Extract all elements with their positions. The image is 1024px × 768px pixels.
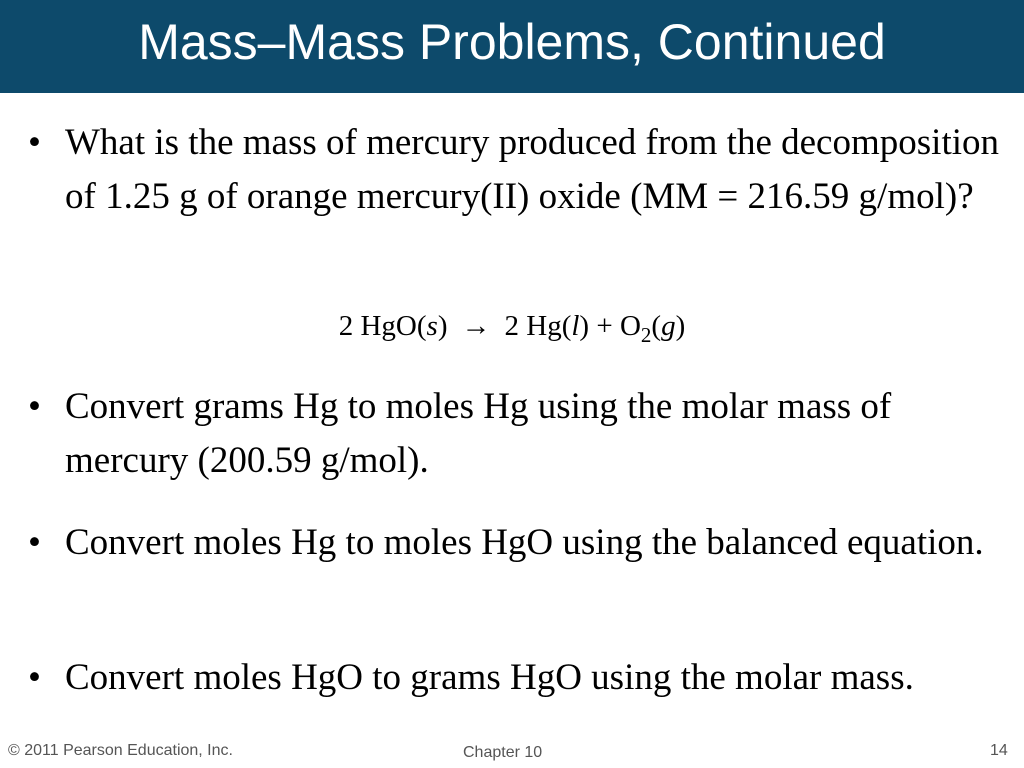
bullet-text: What is the mass of mercury produced from the decomposition of 1.25 g of orange mercury(II) oxide (MM = 216.59 g/mol)? [65,122,999,217]
equation-plus-oxygen: + O [589,310,641,342]
bullet-step-1 [28,380,1008,488]
slide-title: Mass–Mass Problems, Continued [138,14,886,70]
equation-subscript: 2 [640,323,652,347]
equation-state-solid: s [426,310,438,342]
equation-product-o2-close: ) [675,310,686,342]
bullet-question [28,116,1008,224]
bullet-text: Convert moles Hg to moles HgO using the balanced equation. [65,522,984,563]
bullet-dot: • [28,657,41,698]
reaction-arrow-icon: → [461,310,491,342]
equation-product-o2-open: ( [651,310,662,342]
bullet-text: Convert grams Hg to moles Hg using the molar mass of mercury (200.59 g/mol). [65,386,892,481]
bullet-step-3 [28,651,1008,705]
bullet-dot: • [28,386,41,427]
equation-reactant: 2 HgO( [338,310,427,342]
bullet-step-2 [28,516,1008,570]
footer-chapter: Chapter 10 [463,744,543,761]
equation-reactant-close: ) [437,310,448,342]
equation-product-hg: 2 Hg( [504,310,572,342]
footer-copyright: © 2011 Pearson Education, Inc. [8,742,233,759]
bullet-dot: • [28,122,41,163]
page-number: 14 [990,742,1008,759]
chemical-equation [0,308,1024,346]
equation-state-liquid: l [571,310,580,342]
bullet-text: Convert moles HgO to grams HgO using the molar mass. [65,657,914,698]
equation-state-gas: g [661,310,676,342]
bullet-dot: • [28,522,41,563]
equation-product-hg-close: ) [579,310,590,342]
